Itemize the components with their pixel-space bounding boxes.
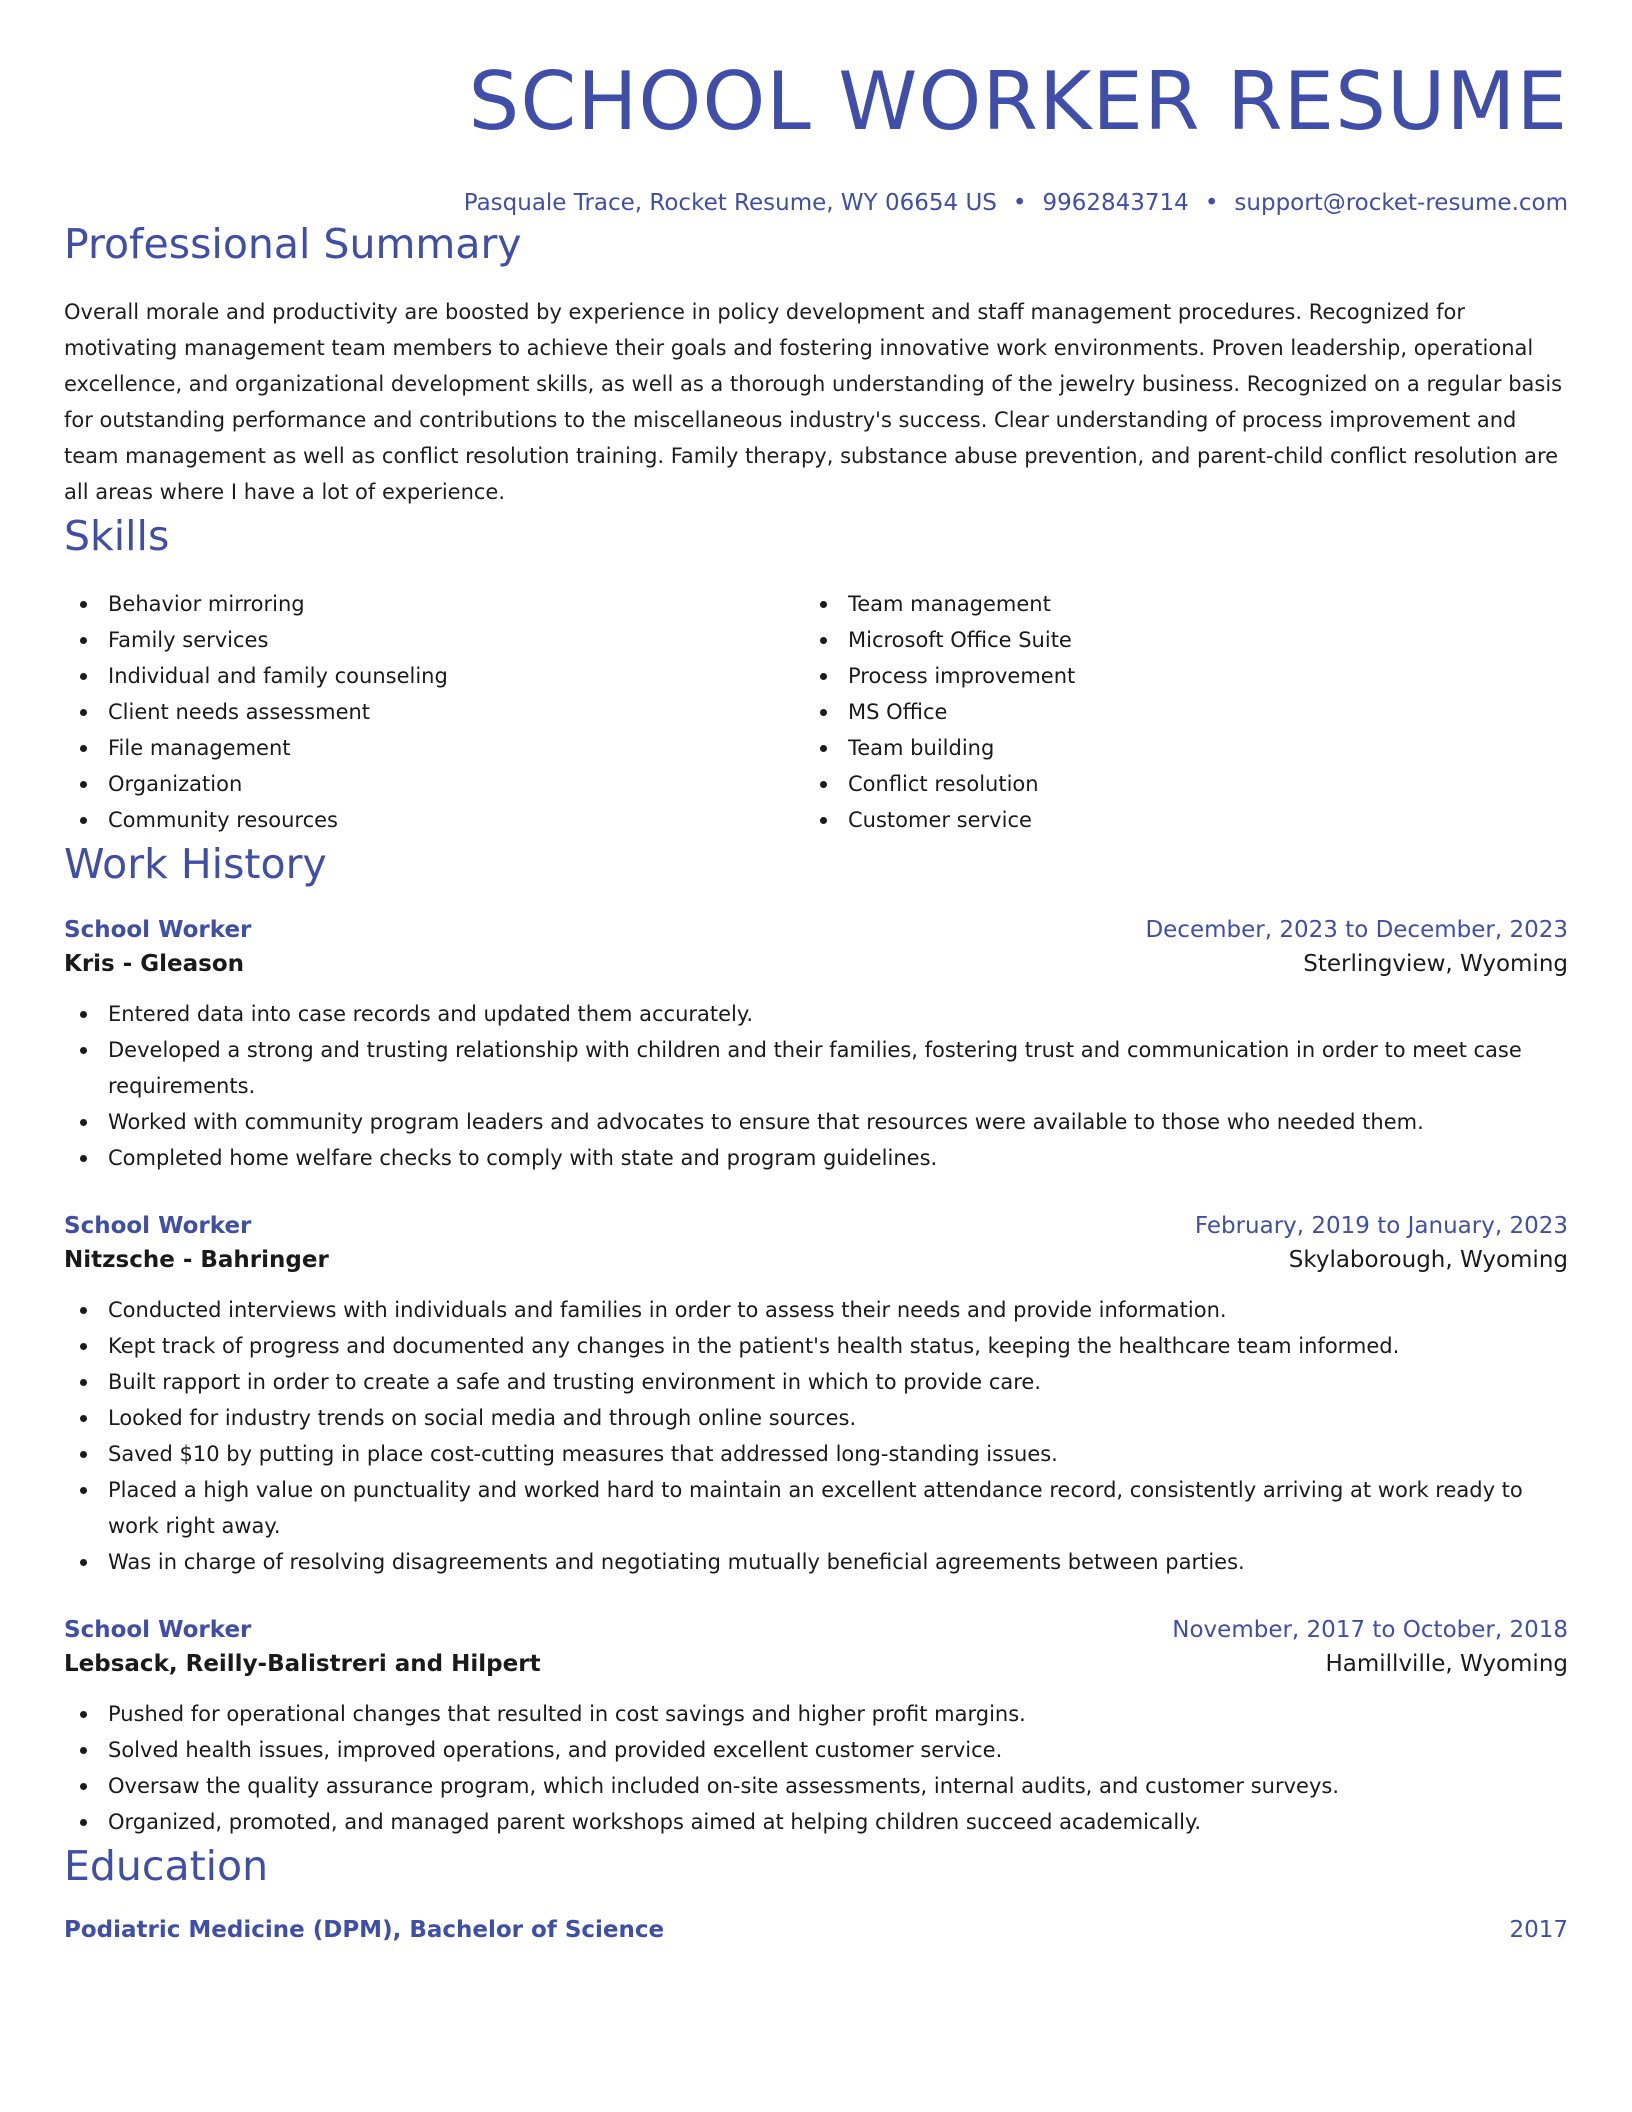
job-header-row: [64, 1210, 1568, 1242]
skill-item: Customer service: [804, 802, 1544, 838]
job-location: Sterlingview, Wyoming: [1303, 951, 1568, 977]
skill-item: Behavior mirroring: [64, 586, 804, 622]
job-header-row: [64, 1614, 1568, 1646]
job-company: Nitzsche - Bahringer: [64, 1247, 329, 1273]
resume-title: SCHOOL WORKER RESUME: [468, 55, 1568, 148]
contact-email[interactable]: support@rocket-resume.com: [1234, 190, 1568, 216]
job-bullet: Completed home welfare checks to comply with state and program guidelines.: [64, 1140, 1568, 1176]
job-dates: February, 2019 to January, 2023: [1194, 1213, 1568, 1239]
skills-column-left: [64, 586, 804, 838]
job-company: Kris - Gleason: [64, 951, 245, 977]
skill-item: Community resources: [64, 802, 804, 838]
job-company-row: [64, 946, 1568, 982]
summary-heading: Professional Summary: [64, 220, 522, 268]
job-dates: November, 2017 to October, 2018: [1172, 1617, 1568, 1643]
skill-item: Team building: [804, 730, 1544, 766]
job-bullet: Oversaw the quality assurance program, which included on-site assessments, internal audits, and customer surveys.: [64, 1768, 1568, 1804]
job-bullet: Looked for industry trends on social media and through online sources.: [64, 1400, 1568, 1436]
job-bullet: Kept track of progress and documented any changes in the patient's health status, keeping the healthcare team informed.: [64, 1328, 1568, 1364]
skill-item: Family services: [64, 622, 804, 658]
job-bullet: Organized, promoted, and managed parent workshops aimed at helping children succeed academically.: [64, 1804, 1568, 1840]
skills-column-right: [804, 586, 1544, 838]
job-dates: December, 2023 to December, 2023: [1145, 917, 1568, 943]
job-entry: [64, 1210, 1568, 1580]
job-bullets: [64, 1696, 1568, 1840]
job-bullet: Solved health issues, improved operations, and provided excellent customer service.: [64, 1732, 1568, 1768]
job-bullet: Saved $10 by putting in place cost-cutting measures that addressed long-standing issues.: [64, 1436, 1568, 1472]
contact-line: [64, 188, 1568, 218]
contact-phone: 9962843714: [1042, 190, 1189, 216]
skills-heading: Skills: [64, 512, 170, 560]
job-bullet: Conducted interviews with individuals and families in order to assess their needs and provide information.: [64, 1292, 1568, 1328]
summary-text: Overall morale and productivity are boosted by experience in policy development and staff management procedures. Recognized for motivating management team members to achieve their goals and fostering innovative work environments. Proven leadership, operational excellence, and organizational development skills, as well as a thorough understanding of the jewelry business. Recognized on a regular basis for outstanding performance and contributions to the miscellaneous industry's success. Clear understanding of process improvement and team management as well as conflict resolution training. Family therapy, substance abuse prevention, and parent-child conflict resolution are all areas where I have a lot of experience.: [64, 300, 1563, 504]
job-title: School Worker: [64, 917, 252, 943]
job-bullet: Developed a strong and trusting relationship with children and their families, fostering trust and communication in order to meet case requirements.: [64, 1032, 1568, 1104]
skill-item: File management: [64, 730, 804, 766]
job-bullet: Entered data into case records and updated them accurately.: [64, 996, 1568, 1032]
job-title: School Worker: [64, 1213, 252, 1239]
skill-item: MS Office: [804, 694, 1544, 730]
skill-item: Client needs assessment: [64, 694, 804, 730]
skill-item: Process improvement: [804, 658, 1544, 694]
job-bullet: Built rapport in order to create a safe and trusting environment in which to provide care.: [64, 1364, 1568, 1400]
job-entry: [64, 1614, 1568, 1840]
job-bullet: Worked with community program leaders and advocates to ensure that resources were available to those who needed them.: [64, 1104, 1568, 1140]
job-entry: [64, 914, 1568, 1176]
job-location: Skylaborough, Wyoming: [1288, 1247, 1568, 1273]
job-bullet: Pushed for operational changes that resulted in cost savings and higher profit margins.: [64, 1696, 1568, 1732]
education-entry: [64, 1914, 1568, 1946]
skill-item: Individual and family counseling: [64, 658, 804, 694]
job-bullet: Placed a high value on punctuality and worked hard to maintain an excellent attendance record, consistently arriving at work ready to work right away.: [64, 1472, 1568, 1544]
job-company-row: [64, 1646, 1568, 1682]
job-company: Lebsack, Reilly-Balistreri and Hilpert: [64, 1651, 541, 1677]
work-history-heading: Work History: [64, 840, 327, 888]
skill-item: Conflict resolution: [804, 766, 1544, 802]
contact-address: Pasquale Trace, Rocket Resume, WY 06654 US: [463, 190, 997, 216]
job-header-row: [64, 914, 1568, 946]
job-bullets: [64, 1292, 1568, 1580]
contact-separator: •: [1204, 190, 1219, 216]
education-heading: Education: [64, 1842, 269, 1890]
job-bullets: [64, 996, 1568, 1176]
job-company-row: [64, 1242, 1568, 1278]
education-degree: Podiatric Medicine (DPM), Bachelor of Science: [64, 1917, 665, 1943]
job-title: School Worker: [64, 1617, 252, 1643]
skill-item: Organization: [64, 766, 804, 802]
job-location: Hamillville, Wyoming: [1325, 1651, 1568, 1677]
skills-list: [64, 586, 1568, 838]
skill-item: Team management: [804, 586, 1544, 622]
job-bullet: Was in charge of resolving disagreements and negotiating mutually beneficial agreements between parties.: [64, 1544, 1568, 1580]
skill-item: Microsoft Office Suite: [804, 622, 1544, 658]
contact-separator: •: [1012, 190, 1027, 216]
education-year: 2017: [1509, 1917, 1568, 1943]
